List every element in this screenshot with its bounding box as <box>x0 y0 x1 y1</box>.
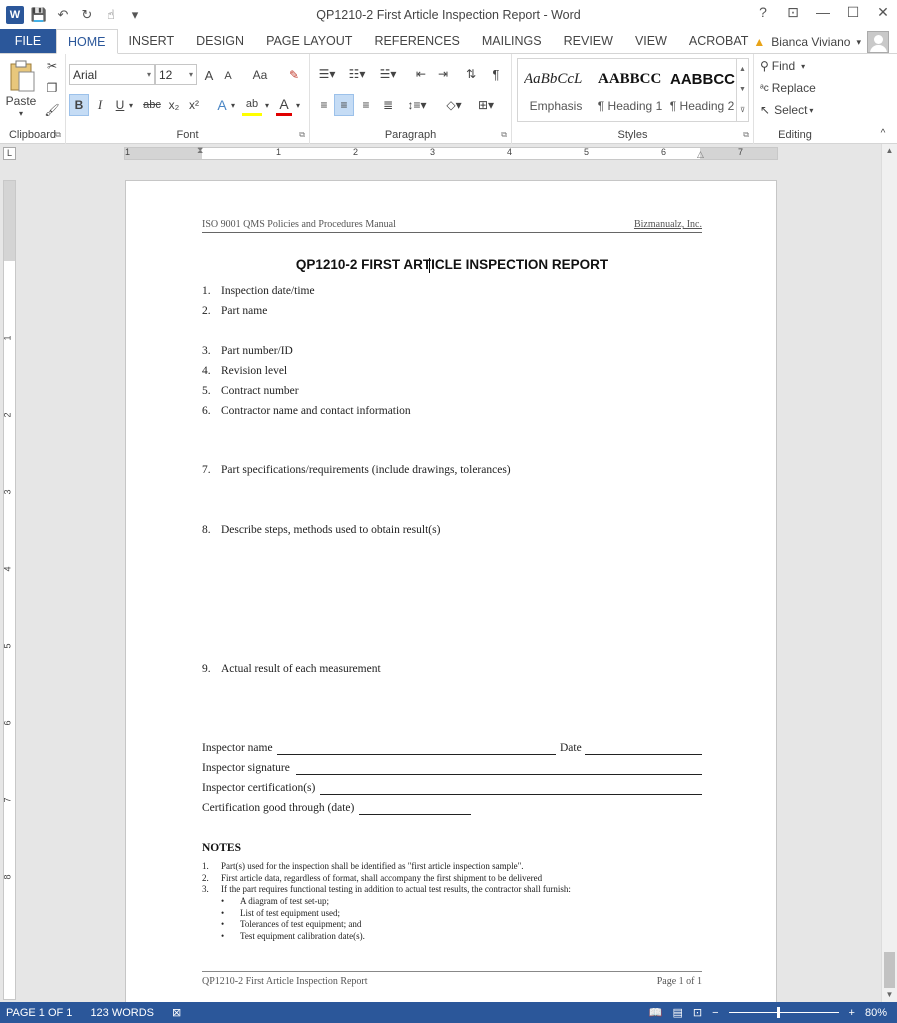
editing-group <box>754 54 836 144</box>
numbering-icon[interactable]: ☷▾ <box>348 67 366 81</box>
title-bar <box>0 0 897 30</box>
list-item: 9. Actual result of each measurement <box>202 663 381 675</box>
web-layout-icon[interactable]: ⊡ <box>692 1007 703 1019</box>
chevron-down-icon: ▾ <box>146 70 151 79</box>
italic-button[interactable]: I <box>97 97 103 112</box>
cut-icon[interactable]: ✂ <box>46 59 58 73</box>
scroll-thumb[interactable] <box>884 952 895 988</box>
align-center-icon[interactable]: ≡ <box>334 94 354 116</box>
font-size-value: 12 <box>159 67 173 82</box>
note-item: 2. First article data, regardless of format, shall accompany the first shipment to be delivered <box>202 873 543 883</box>
cert-good-through-line[interactable] <box>359 814 471 815</box>
ruler-number: 2 <box>2 412 13 418</box>
ruler-number: 2 <box>353 147 359 157</box>
font-launcher-icon[interactable]: ⧉ <box>299 130 305 139</box>
paragraph-launcher-icon[interactable]: ⧉ <box>501 130 507 139</box>
ribbon-display-button[interactable]: ⊡ <box>787 4 799 20</box>
ruler-number: 3 <box>430 147 436 157</box>
style-name: ¶ Heading 1 <box>597 99 663 113</box>
chevron-down-icon: ▾ <box>188 70 193 79</box>
status-bar <box>0 1002 897 1023</box>
chevron-down-icon: ▾ <box>801 61 806 71</box>
font-label: Font <box>176 129 199 141</box>
style-name: Emphasis <box>529 99 583 113</box>
zoom-out-icon[interactable]: − <box>712 1006 719 1019</box>
ruler-number: 4 <box>507 147 513 157</box>
cursor-icon: ↖ <box>760 103 771 117</box>
ribbon <box>0 54 897 144</box>
subscript-button[interactable]: x₂ <box>168 98 180 112</box>
format-painter-icon[interactable]: 🖌 <box>44 103 60 117</box>
bullet-item: • A diagram of test set-up; <box>221 896 329 906</box>
copy-icon[interactable]: ❐ <box>46 81 58 95</box>
notes-title: NOTES <box>202 842 241 854</box>
tab-page-layout[interactable]: PAGE LAYOUT <box>266 34 353 48</box>
tab-home[interactable]: HOME <box>56 29 118 54</box>
paste-button[interactable]: Paste <box>5 94 37 108</box>
decrease-indent-icon[interactable]: ⇤ <box>415 67 427 81</box>
word-count[interactable]: 123 WORDS <box>90 1006 155 1019</box>
user-dropdown-icon[interactable]: ▾ <box>856 36 861 47</box>
multilevel-list-icon[interactable]: ☱▾ <box>379 67 397 81</box>
note-item: 1. Part(s) used for the inspection shall be identified as "first article inspection sample". <box>202 861 524 871</box>
vertical-ruler[interactable] <box>3 180 16 1000</box>
ruler-number: 6 <box>2 720 13 726</box>
zoom-level[interactable]: 80% <box>864 1006 887 1019</box>
header-left: ISO 9001 QMS Policies and Procedures Manual <box>202 219 396 230</box>
collapse-ribbon-icon[interactable]: ^ <box>880 127 886 139</box>
page-header <box>202 219 702 233</box>
tab-file[interactable]: FILE <box>0 29 56 53</box>
horizontal-ruler[interactable] <box>124 147 778 160</box>
editing-label: Editing <box>778 129 812 141</box>
inspector-signature-row <box>202 762 702 776</box>
show-formatting-button[interactable]: ¶ <box>492 66 500 82</box>
list-item: 7. Part specifications/requirements (include drawings, tolerances) <box>202 464 511 476</box>
ruler-number: 1 <box>276 147 282 157</box>
ruler-number: 4 <box>2 566 13 572</box>
underline-dropdown-icon[interactable]: ▾ <box>128 100 133 110</box>
zoom-slider[interactable] <box>729 1012 839 1013</box>
paste-icon[interactable] <box>6 58 38 94</box>
shrink-font-button[interactable]: A <box>224 70 232 82</box>
user-name: Bianca Viviano <box>771 35 851 49</box>
font-name-select[interactable] <box>69 64 155 85</box>
word-app-icon[interactable]: W <box>6 6 24 24</box>
page-footer <box>202 971 702 985</box>
paste-dropdown-icon[interactable]: ▾ <box>18 108 23 118</box>
warning-icon: ▲ <box>753 35 766 49</box>
styles-gallery <box>517 58 749 122</box>
justify-icon[interactable]: ≣ <box>382 98 394 112</box>
bullets-icon[interactable]: ☰▾ <box>318 67 336 81</box>
align-left-icon[interactable]: ≡ <box>320 98 328 112</box>
text-effects-dropdown-icon[interactable]: ▾ <box>230 100 235 110</box>
ruler-number: 1 <box>2 335 13 341</box>
font-color-dropdown-icon[interactable]: ▾ <box>295 100 300 110</box>
tab-selector[interactable]: L <box>3 147 16 160</box>
inspector-certification-label: Inspector certification(s) <box>202 782 316 794</box>
inspector-name-row <box>202 742 702 756</box>
chevron-down-icon[interactable]: ▼ <box>739 85 746 93</box>
text-effects-button[interactable]: A <box>217 97 227 113</box>
read-mode-icon[interactable]: 📖 <box>648 1007 663 1019</box>
tab-mailings[interactable]: MAILINGS <box>481 34 542 48</box>
list-item: 6. Contractor name and contact information <box>202 405 411 417</box>
list-item: 8. Describe steps, methods used to obtain result(s) <box>202 524 441 536</box>
underline-button[interactable]: U <box>115 98 125 112</box>
vertical-scrollbar[interactable] <box>881 144 897 1002</box>
top-margin-area <box>4 181 15 261</box>
date-label: Date <box>560 742 582 754</box>
touch-mode-icon[interactable]: ☝ <box>107 7 115 22</box>
scroll-down-icon[interactable]: ▼ <box>885 990 894 999</box>
tab-view[interactable]: VIEW <box>634 34 667 48</box>
minimize-button[interactable]: — <box>816 4 830 20</box>
ruler-number: 6 <box>661 147 667 157</box>
ruler-number: 7 <box>738 147 744 157</box>
style-heading-2[interactable] <box>666 61 738 119</box>
bullet-item: • List of test equipment used; <box>221 908 340 918</box>
inspector-name-label: Inspector name <box>202 742 273 754</box>
quick-access-toolbar <box>0 6 144 24</box>
bullet-item: • Tolerances of test equipment; and <box>221 919 362 929</box>
change-case-button[interactable]: Aa <box>252 68 268 82</box>
style-name: ¶ Heading 2 <box>669 99 735 113</box>
superscript-button[interactable]: x² <box>189 98 199 112</box>
ruler-number: 8 <box>2 874 13 880</box>
grow-font-button[interactable]: A <box>204 67 214 83</box>
style-emphasis[interactable] <box>520 61 592 119</box>
list-item: 3. Part number/ID <box>202 345 293 357</box>
note-item: 3. If the part requires functional testing in addition to actual test results, the contractor shall furnish: <box>202 884 571 894</box>
replace-button[interactable] <box>760 78 834 98</box>
select-label: Select <box>774 103 808 117</box>
ruler-number: 1 <box>125 147 131 157</box>
find-button[interactable] <box>760 56 830 76</box>
inspector-signature-label: Inspector signature <box>202 762 290 774</box>
inspector-certification-line[interactable] <box>320 794 702 795</box>
align-right-icon[interactable]: ≡ <box>362 98 370 112</box>
sort-icon[interactable]: ⇅ <box>465 67 477 81</box>
styles-label: Styles <box>617 129 648 141</box>
borders-icon[interactable]: ⊞▾ <box>477 98 495 112</box>
font-size-select[interactable] <box>155 64 197 85</box>
clear-formatting-icon[interactable]: ✎ <box>288 68 300 82</box>
tab-references[interactable]: REFERENCES <box>374 34 460 48</box>
tab-design[interactable]: DESIGN <box>196 34 245 48</box>
replace-label: Replace <box>771 81 816 95</box>
undo-icon[interactable]: ↶ <box>57 7 69 22</box>
proofing-icon[interactable]: ⊠ <box>172 1007 182 1019</box>
tab-review[interactable]: REVIEW <box>563 34 613 48</box>
tab-acrobat[interactable]: ACROBAT <box>688 34 749 48</box>
chevron-up-icon[interactable]: ▲ <box>739 65 746 73</box>
user-account[interactable] <box>753 30 889 54</box>
ruler-row <box>0 144 897 162</box>
bullet-item: • Test equipment calibration date(s). <box>221 931 365 941</box>
replace-icon: ᵃc <box>760 82 769 94</box>
ruler-number: 5 <box>2 643 13 649</box>
strikethrough-button[interactable]: abc <box>143 99 161 111</box>
header-right: Bizmanualz, Inc. <box>633 219 702 230</box>
ruler-number: 3 <box>2 489 13 495</box>
style-sample: AABBCC <box>670 71 735 88</box>
window-title: QP1210-2 First Article Inspection Report - Word <box>316 8 581 22</box>
customize-qat-icon[interactable]: ▾ <box>131 7 139 22</box>
footer-right: Page 1 of 1 <box>656 976 702 987</box>
style-sample: AABBCC <box>598 71 662 87</box>
tab-insert[interactable]: INSERT <box>128 34 175 48</box>
select-button[interactable] <box>760 100 834 120</box>
clipboard-launcher-icon[interactable]: ⧉ <box>55 130 61 139</box>
print-layout-icon[interactable]: ▤ <box>672 1007 683 1019</box>
highlight-button[interactable]: ab <box>242 94 262 116</box>
style-sample: AaBbCcL <box>524 71 583 87</box>
clipboard-label: Clipboard <box>8 129 57 141</box>
increase-indent-icon[interactable]: ⇥ <box>437 67 449 81</box>
shading-icon[interactable]: ◇▾ <box>446 98 462 112</box>
redo-icon[interactable]: ↻ <box>81 7 93 22</box>
zoom-in-icon[interactable]: + <box>848 1006 855 1019</box>
inspector-signature-line[interactable] <box>296 774 702 775</box>
document-page[interactable] <box>125 180 777 1002</box>
font-group <box>66 54 310 144</box>
close-button[interactable]: ✕ <box>877 4 889 20</box>
footer-left: QP1210-2 First Article Inspection Report <box>202 976 368 987</box>
left-margin-area <box>125 148 202 159</box>
highlight-dropdown-icon[interactable]: ▾ <box>264 100 269 110</box>
inspector-certification-row <box>202 782 702 796</box>
line-spacing-icon[interactable]: ↕≡▾ <box>407 98 427 112</box>
list-item: 2. Part name <box>202 305 268 317</box>
paragraph-label: Paragraph <box>384 129 437 141</box>
document-title: QP1210-2 FIRST ARTICLE INSPECTION REPORT <box>295 257 609 272</box>
list-item: 4. Revision level <box>202 365 288 377</box>
font-color-button[interactable]: A <box>276 94 292 116</box>
binoculars-icon: ⚲ <box>760 59 769 73</box>
cert-good-through-label: Certification good through (date) <box>202 802 355 814</box>
ruler-number: 7 <box>2 797 13 803</box>
style-heading-1[interactable] <box>594 61 666 119</box>
date-line[interactable] <box>585 754 702 755</box>
chevron-down-icon: ▾ <box>809 105 814 115</box>
find-label: Find <box>771 59 796 73</box>
clipboard-group <box>0 54 66 144</box>
page-count[interactable]: PAGE 1 OF 1 <box>6 1006 73 1019</box>
bold-button[interactable]: B <box>69 94 89 116</box>
save-icon[interactable]: 💾 <box>30 7 48 22</box>
list-item: 1. Inspection date/time <box>202 285 315 297</box>
styles-launcher-icon[interactable]: ⧉ <box>743 130 749 139</box>
font-name-value: Arial <box>73 67 98 82</box>
cert-good-through-row <box>202 802 702 816</box>
zoom-slider-thumb[interactable] <box>777 1007 780 1018</box>
ruler-number: 5 <box>584 147 590 157</box>
view-zoom-controls <box>649 1002 887 1023</box>
list-item: 5. Contract number <box>202 385 299 397</box>
scroll-up-icon[interactable]: ▲ <box>885 146 894 155</box>
paragraph-group <box>310 54 512 144</box>
maximize-button[interactable]: ☐ <box>846 4 860 20</box>
styles-scroll[interactable] <box>736 59 748 121</box>
indent-marker-icon[interactable]: ⧗ <box>197 145 204 155</box>
right-indent-marker-icon[interactable]: △ <box>697 149 704 159</box>
inspector-name-line[interactable] <box>277 754 556 755</box>
help-button[interactable]: ? <box>759 4 767 20</box>
more-styles-icon[interactable]: ⊽ <box>739 107 746 115</box>
window-controls <box>755 4 891 21</box>
avatar <box>867 31 889 53</box>
